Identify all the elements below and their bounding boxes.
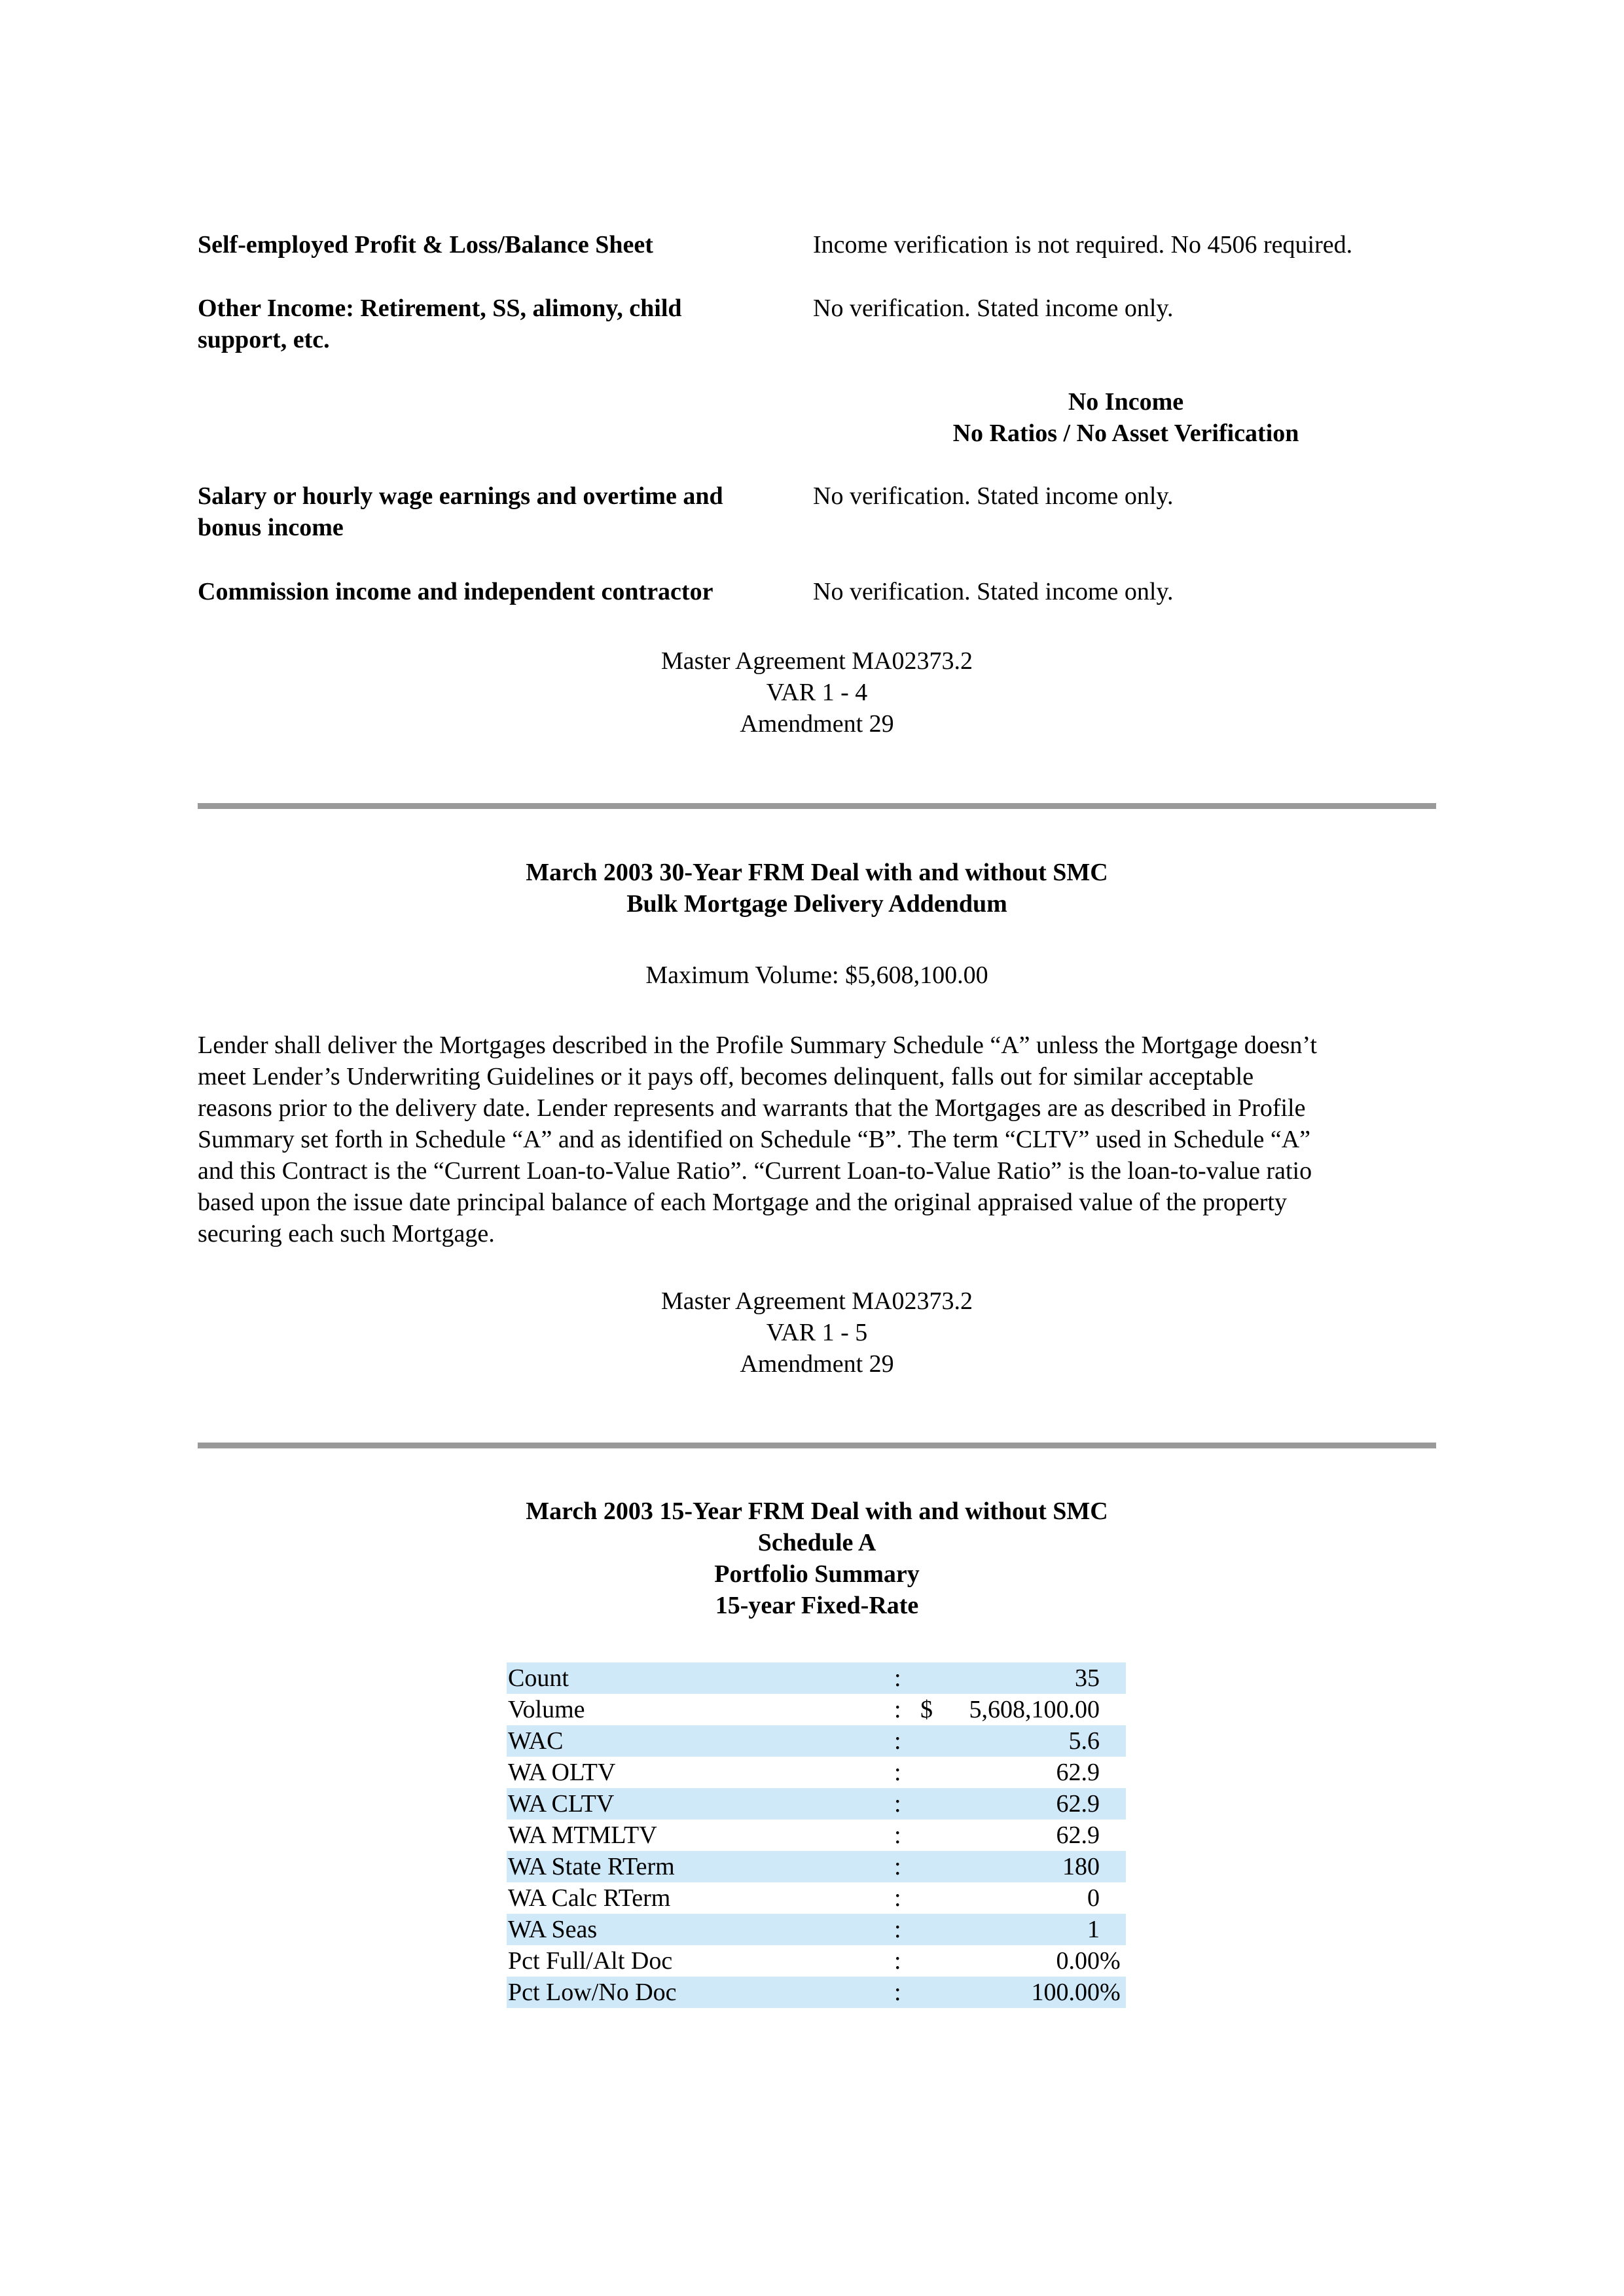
requirement-label [198,480,813,543]
summary-row [507,1977,1126,2008]
title-line: March 2003 30-Year FRM Deal with and without SMC [526,859,1108,886]
summary-currency [920,1725,950,1757]
requirement-row-commission [198,576,1436,607]
summary-separator: : [894,1759,901,1786]
paragraph-line: securing each such Mortgage. [198,1220,495,1247]
summary-suffix [1100,1914,1126,1945]
summary-row [507,1882,1126,1914]
summary-label: Pct Low/No Doc [507,1977,894,2008]
title-line: March 2003 15-Year FRM Deal with and without SMC [526,1498,1108,1525]
title-line: 15-year Fixed-Rate [715,1592,919,1619]
footer-agreement: Master Agreement MA02373.2 [661,647,973,675]
summary-label: WAC [507,1725,894,1757]
page-footer-var-1-4 [198,645,1436,740]
title-line: Schedule A [757,1529,876,1556]
summary-suffix [1100,1851,1126,1882]
summary-separator: : [894,1851,920,1882]
page-divider [198,803,1436,809]
requirement-value: Income verification is not required. No 4506 required. [813,231,1353,259]
requirement-row-self-employed [198,229,1436,260]
requirement-value: No verification. Stated income only. [813,295,1174,322]
delivery-paragraph [198,1030,1436,1249]
summary-value: 100.00 [950,1977,1100,2008]
paragraph-line: and this Contract is the “Current Loan-to-Value Ratio”. “Current Loan-to-Value Ratio” is the loan-to-value ratio [198,1157,1312,1185]
summary-suffix [1100,1788,1126,1820]
summary-row [507,1788,1126,1820]
summary-suffix [1100,1662,1126,1694]
summary-separator: : [894,1884,901,1912]
maximum-volume: Maximum Volume: $5,608,100.00 [645,961,988,989]
summary-value: 35 [950,1662,1100,1694]
summary-separator: : [894,1977,920,2008]
summary-separator: : [894,1821,901,1849]
title-line: Bulk Mortgage Delivery Addendum [626,890,1007,918]
summary-suffix [1100,1820,1126,1851]
summary-separator: : [894,1696,901,1723]
footer-agreement: Master Agreement MA02373.2 [661,1287,973,1315]
summary-separator: : [894,1788,920,1820]
summary-value: 62.9 [1056,1821,1100,1849]
footer-amendment: Amendment 29 [740,1350,894,1378]
summary-suffix [1100,1882,1126,1914]
summary-row [507,1820,1126,1851]
footer-amendment: Amendment 29 [740,710,894,738]
requirement-label: Commission income and independent contractor [198,578,713,605]
section-title-30yr [198,857,1436,920]
summary-suffix [1100,1725,1126,1757]
summary-value: 62.9 [1056,1759,1100,1786]
requirement-row-other-income [198,293,1436,355]
summary-separator: : [894,1662,920,1694]
no-income-subheading [818,386,1434,449]
summary-suffix: % [1100,1947,1121,1975]
portfolio-summary-table [507,1662,1126,2008]
page-footer-var-1-5 [198,1285,1436,1380]
summary-currency: $ [920,1696,933,1723]
summary-value: 180 [950,1851,1100,1882]
summary-row [507,1725,1126,1757]
summary-row [507,1662,1126,1694]
summary-separator: : [894,1947,901,1975]
summary-suffix: % [1100,1977,1126,2008]
summary-value: 0 [1087,1884,1100,1912]
paragraph-line: Lender shall deliver the Mortgages described in the Profile Summary Schedule “A” unless the Mortgage doesn’t [198,1031,1317,1059]
summary-currency [920,1882,950,1914]
summary-value: 0.00 [1056,1947,1100,1975]
paragraph-line: Summary set forth in Schedule “A” and as identified on Schedule “B”. The term “CLTV” used in Schedule “A” [198,1126,1311,1153]
summary-currency [920,1757,950,1788]
summary-separator: : [894,1914,920,1945]
summary-label: WA State RTerm [507,1851,894,1882]
summary-label: Count [507,1662,894,1694]
summary-label: Volume [508,1696,585,1723]
requirement-label-line: Other Income: Retirement, SS, alimony, child [198,295,682,322]
summary-suffix [1100,1694,1126,1725]
summary-suffix [1100,1757,1126,1788]
summary-label: WA Calc RTerm [508,1884,671,1912]
requirement-label-line: Salary or hourly wage earnings and overtime and [198,482,723,510]
paragraph-line: based upon the issue date principal balance of each Mortgage and the original appraised value of the property [198,1189,1287,1216]
summary-value: 5,608,100.00 [969,1696,1100,1723]
footer-var: VAR 1 - 5 [766,1319,868,1346]
summary-label: WA MTMLTV [508,1821,657,1849]
summary-value: 5.6 [950,1725,1100,1757]
requirement-row-salary [198,480,1436,543]
title-line: Portfolio Summary [714,1560,920,1588]
summary-row [507,1757,1126,1788]
paragraph-line: reasons prior to the delivery date. Lender represents and warrants that the Mortgages are as described in Profile [198,1094,1306,1122]
summary-currency [920,1662,950,1694]
requirement-value: No verification. Stated income only. [813,578,1174,605]
summary-currency [920,1977,950,2008]
page-divider [198,1443,1436,1448]
footer-var: VAR 1 - 4 [766,679,868,706]
requirement-label [198,293,813,355]
summary-currency [920,1914,950,1945]
requirement-label: Self-employed Profit & Loss/Balance Sheet [198,231,653,259]
summary-row [507,1694,1126,1725]
summary-label: WA CLTV [507,1788,894,1820]
requirement-label-line: bonus income [198,514,344,541]
requirement-label-line: support, etc. [198,326,330,353]
summary-row [507,1914,1126,1945]
summary-currency [920,1851,950,1882]
summary-value: 62.9 [950,1788,1100,1820]
summary-row [507,1945,1126,1977]
paragraph-line: meet Lender’s Underwriting Guidelines or it pays off, becomes delinquent, falls out for similar acceptable [198,1063,1254,1090]
section-title-15yr [198,1496,1436,1621]
summary-currency [920,1788,950,1820]
summary-currency [920,1945,950,1977]
summary-label: WA OLTV [508,1759,616,1786]
summary-label: Pct Full/Alt Doc [508,1947,673,1975]
subheading-line: No Income [1068,388,1184,416]
summary-row [507,1851,1126,1882]
summary-currency [920,1820,950,1851]
summary-value: 1 [950,1914,1100,1945]
summary-label: WA Seas [507,1914,894,1945]
subheading-line: No Ratios / No Asset Verification [952,420,1299,447]
requirement-value: No verification. Stated income only. [813,482,1174,510]
summary-separator: : [894,1725,920,1757]
